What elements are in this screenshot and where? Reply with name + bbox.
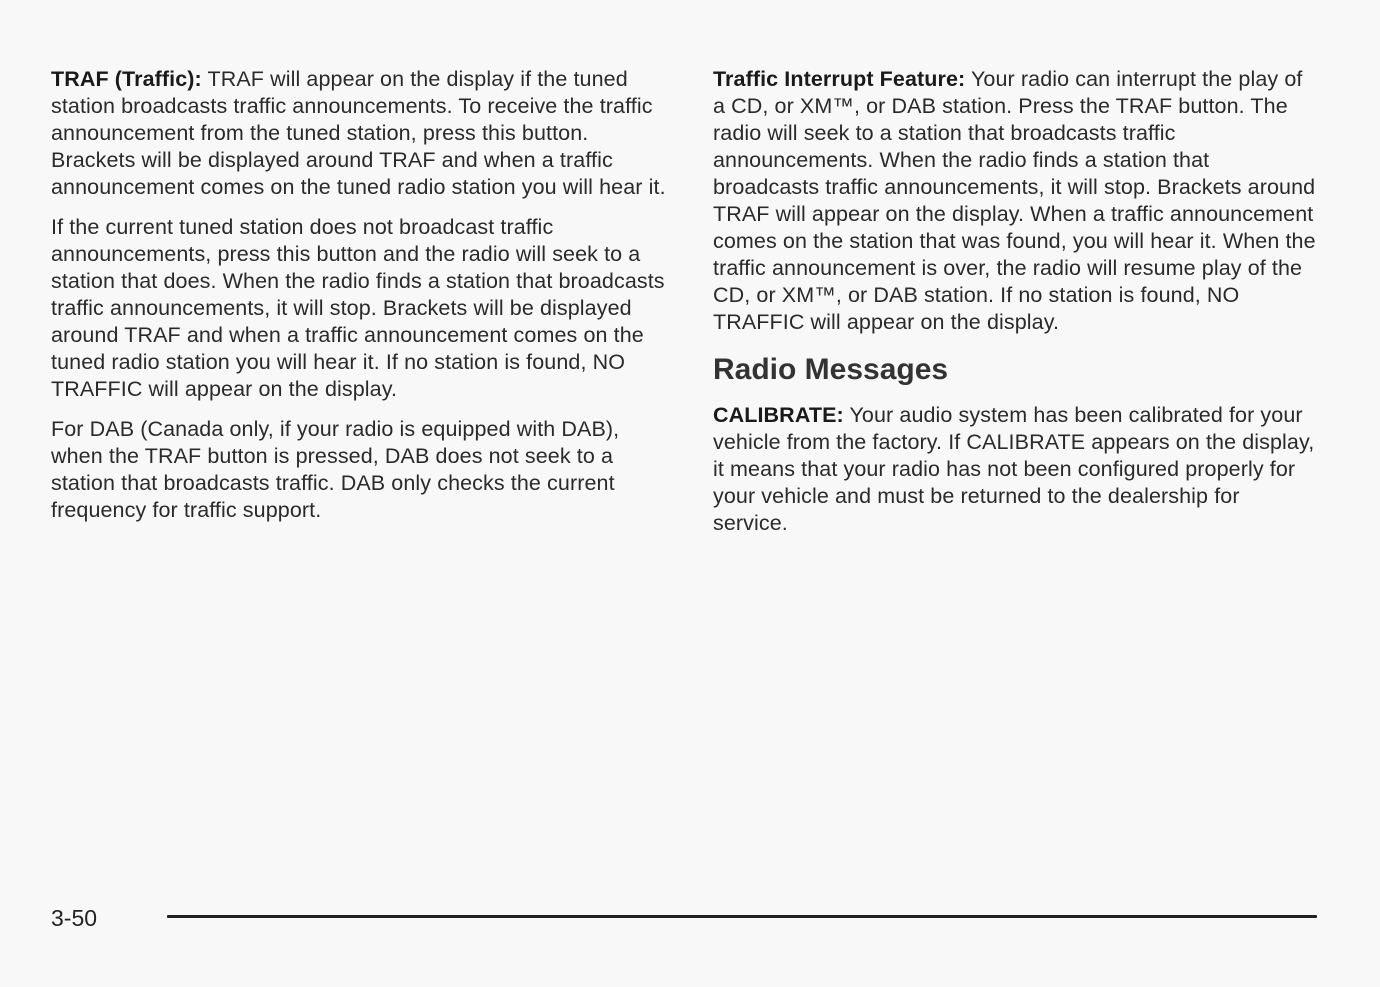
traffic-interrupt-text: Your radio can interrupt the play of a CD, or XM™, or DAB station. Press the TRAF button. The radio will seek to a station that broadcasts traffic announcements. When the radio finds a station that broadcasts traffic announcements, it will stop. Brackets around TRAF will appear on the display. When a traffic announcement comes on the station that was found, you will hear it. When the traffic announcement is over, the radio will resume play of the CD, or XM™, or DAB station. If no station is found, NO TRAFFIC will appear on the display. [713,67,1316,334]
calibrate-text: Your audio system has been calibrated for your vehicle from the factory. If CALIBRATE appears on the display, it means that your radio has not been configured properly for your vehicle and must be returned to the dealership for service. [713,403,1315,535]
traffic-interrupt-paragraph [713,66,1318,336]
page-number: 3-50 [51,905,98,931]
traf-term: TRAF (Traffic): [51,67,202,91]
calibrate-term: CALIBRATE: [713,403,844,427]
traffic-interrupt-term: Traffic Interrupt Feature: [713,67,966,91]
traf-text: TRAF will appear on the display if the tuned station broadcasts traffic announcements. To receive the traffic announcement from the tuned station, press this button. Brackets will be displayed around TRAF and when a traffic announcement comes on the tuned radio station you will hear it. [51,67,666,199]
section-heading: Radio Messages [713,353,949,386]
right-column [713,66,1318,550]
left-column [51,66,666,537]
footer-rule [167,915,1317,918]
dab-paragraph: For DAB (Canada only, if your radio is equipped with DAB), when the TRAF button is pressed, DAB does not seek to a station that broadcasts traffic. DAB only checks the current frequency for traffic support. [51,417,620,522]
calibrate-paragraph [713,402,1318,537]
traf-paragraph [51,66,666,201]
no-broadcast-paragraph: If the current tuned station does not broadcast traffic announcements, press this button and the radio will seek to a station that does. When the radio finds a station that broadcasts traffic announcements, it will stop. Brackets will be displayed around TRAF and when a traffic announcement comes on the tuned radio station you will hear it. If no station is found, NO TRAFFIC will appear on the display. [51,215,665,401]
